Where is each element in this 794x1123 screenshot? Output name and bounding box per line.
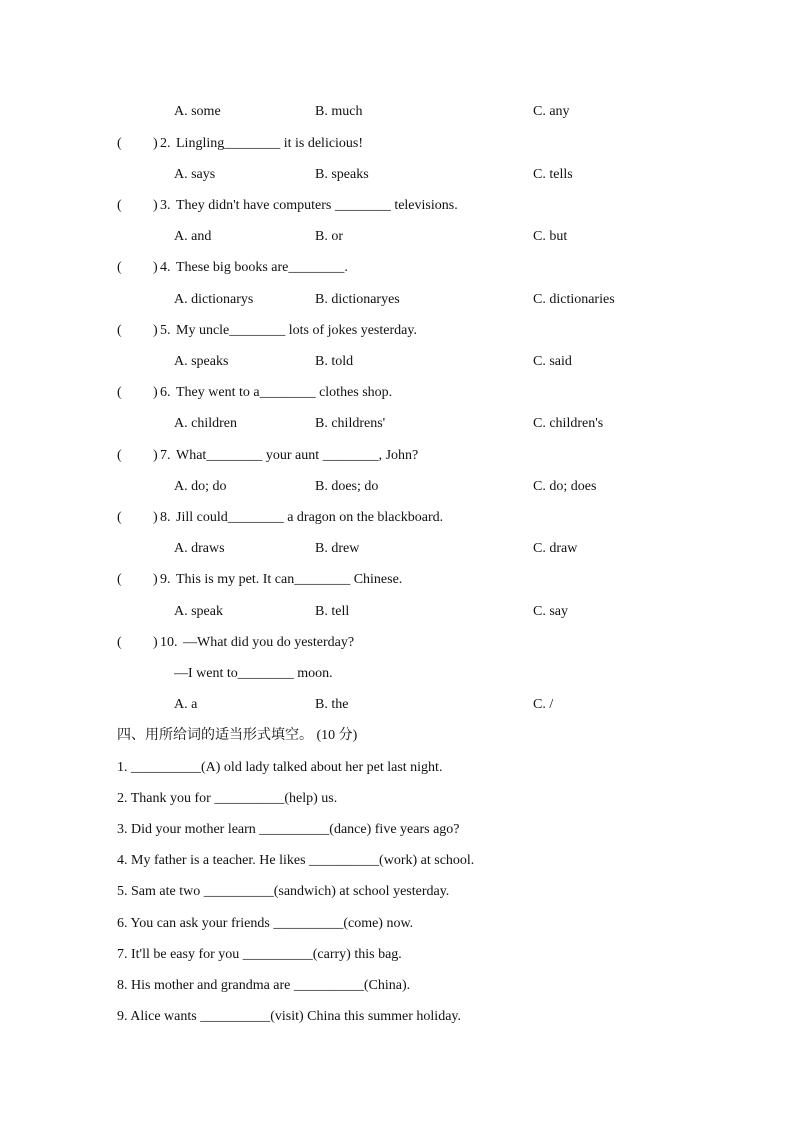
question-number: 7.: [160, 448, 171, 463]
option-a: A. children: [174, 416, 237, 431]
option-a: A. speaks: [174, 354, 229, 369]
answer-paren-open: (: [117, 510, 122, 525]
option-c: C. dictionaries: [533, 292, 615, 307]
answer-paren-open: (: [117, 448, 122, 463]
answer-paren-close: ): [153, 198, 158, 213]
question-text: Jill could________ a dragon on the blackboard.: [176, 510, 444, 525]
question-number: 2.: [160, 136, 171, 151]
question-number: 6.: [160, 385, 171, 400]
option-a: A. speak: [174, 604, 223, 619]
answer-paren-close: ): [153, 260, 158, 275]
fill-item-7: 7. It'll be easy for you __________(carry) this bag.: [117, 947, 402, 962]
option-b: B. the: [315, 697, 349, 712]
answer-paren-open: (: [117, 136, 122, 151]
option-c: C. draw: [533, 541, 578, 556]
question-text: What________ your aunt ________, John?: [176, 448, 419, 463]
option-c: C. but: [533, 229, 568, 244]
option-b: B. tell: [315, 604, 350, 619]
option-c: C. tells: [533, 167, 573, 182]
answer-paren-close: ): [153, 136, 158, 151]
question-number: 9.: [160, 572, 171, 587]
option-b: B. told: [315, 354, 354, 369]
fill-item-8: 8. His mother and grandma are __________(China).: [117, 978, 411, 993]
option-a: A. and: [174, 229, 212, 244]
option-a: A. dictionarys: [174, 292, 254, 307]
option-c: C. said: [533, 354, 572, 369]
fill-item-4: 4. My father is a teacher. He likes __________(work) at school.: [117, 853, 475, 868]
question-text-reply: —I went to________ moon.: [174, 666, 333, 681]
option-c: C. /: [533, 697, 554, 712]
answer-paren-close: ): [153, 448, 158, 463]
option-b: B. or: [315, 229, 343, 244]
option-a: A. says: [174, 167, 216, 182]
option-c: C. do; does: [533, 479, 597, 494]
answer-paren-close: ): [153, 572, 158, 587]
fill-item-2: 2. Thank you for __________(help) us.: [117, 791, 338, 806]
fill-item-6: 6. You can ask your friends __________(come) now.: [117, 916, 414, 931]
option-c: C. say: [533, 604, 568, 619]
q1-option-c: C. any: [533, 104, 570, 119]
option-b: B. childrens': [315, 416, 386, 431]
option-b: B. drew: [315, 541, 360, 556]
question-number: 4.: [160, 260, 171, 275]
fill-item-9: 9. Alice wants __________(visit) China this summer holiday.: [117, 1009, 462, 1024]
option-c: C. children's: [533, 416, 604, 431]
answer-paren-close: ): [153, 385, 158, 400]
fill-item-1: 1. __________(A) old lady talked about her pet last night.: [117, 760, 443, 775]
option-a: A. draws: [174, 541, 225, 556]
section-heading: 四、用所给词的适当形式填空。 (10 分): [117, 728, 358, 743]
question-number: 3.: [160, 198, 171, 213]
fill-item-5: 5. Sam ate two __________(sandwich) at school yesterday.: [117, 884, 450, 899]
option-b: B. does; do: [315, 479, 379, 494]
q1-option-a: A. some: [174, 104, 221, 119]
answer-paren-close: ): [153, 510, 158, 525]
question-text: They went to a________ clothes shop.: [176, 385, 393, 400]
answer-paren-open: (: [117, 635, 122, 650]
question-number: 8.: [160, 510, 171, 525]
question-text: They didn't have computers ________ televisions.: [176, 198, 458, 213]
option-a: A. a: [174, 697, 198, 712]
fill-item-3: 3. Did your mother learn __________(dance) five years ago?: [117, 822, 460, 837]
question-text: These big books are________.: [176, 260, 348, 275]
answer-paren-open: (: [117, 198, 122, 213]
answer-paren-open: (: [117, 572, 122, 587]
question-text: —What did you do yesterday?: [183, 635, 355, 650]
answer-paren-open: (: [117, 385, 122, 400]
answer-paren-close: ): [153, 635, 158, 650]
question-text: My uncle________ lots of jokes yesterday.: [176, 323, 417, 338]
option-b: B. dictionaryes: [315, 292, 400, 307]
option-b: B. speaks: [315, 167, 369, 182]
option-a: A. do; do: [174, 479, 227, 494]
question-text: This is my pet. It can________ Chinese.: [176, 572, 403, 587]
q1-option-b: B. much: [315, 104, 363, 119]
answer-paren-open: (: [117, 260, 122, 275]
question-number: 10.: [160, 635, 178, 650]
answer-paren-close: ): [153, 323, 158, 338]
question-number: 5.: [160, 323, 171, 338]
question-text: Lingling________ it is delicious!: [176, 136, 364, 151]
answer-paren-open: (: [117, 323, 122, 338]
